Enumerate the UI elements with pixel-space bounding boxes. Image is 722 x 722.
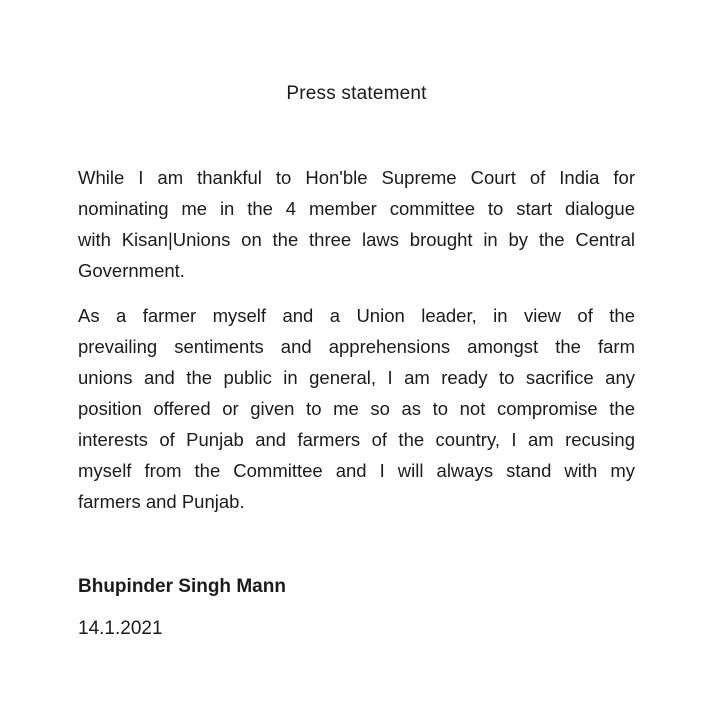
paragraph-line: Government. <box>78 260 185 281</box>
document-body <box>78 162 635 517</box>
paragraph-line: As a farmer myself and a Union leader, in view of the <box>78 305 635 326</box>
paragraph-1 <box>78 162 635 286</box>
paragraph-line: myself from the Committee and I will always stand with my <box>78 460 635 481</box>
paragraph-2 <box>78 300 635 517</box>
signature-date: 14.1.2021 <box>78 618 163 639</box>
document-title: Press statement <box>286 83 427 104</box>
paragraph-line: farmers and Punjab. <box>78 491 245 512</box>
paragraph-line: with Kisan|Unions on the three laws brought in by the Central <box>78 229 635 250</box>
paragraph-line: interests of Punjab and farmers of the country, I am recusing <box>78 429 635 450</box>
paragraph-line: position offered or given to me so as to not compromise the <box>78 398 635 419</box>
signature-name: Bhupinder Singh Mann <box>78 576 286 597</box>
paragraph-line: prevailing sentiments and apprehensions amongst the farm <box>78 336 635 357</box>
paragraph-line: While I am thankful to Hon'ble Supreme Court of India for <box>78 167 635 188</box>
paragraph-line: unions and the public in general, I am ready to sacrifice any <box>78 367 635 388</box>
paragraph-line: nominating me in the 4 member committee to start dialogue <box>78 198 635 219</box>
signature-block <box>78 574 635 642</box>
